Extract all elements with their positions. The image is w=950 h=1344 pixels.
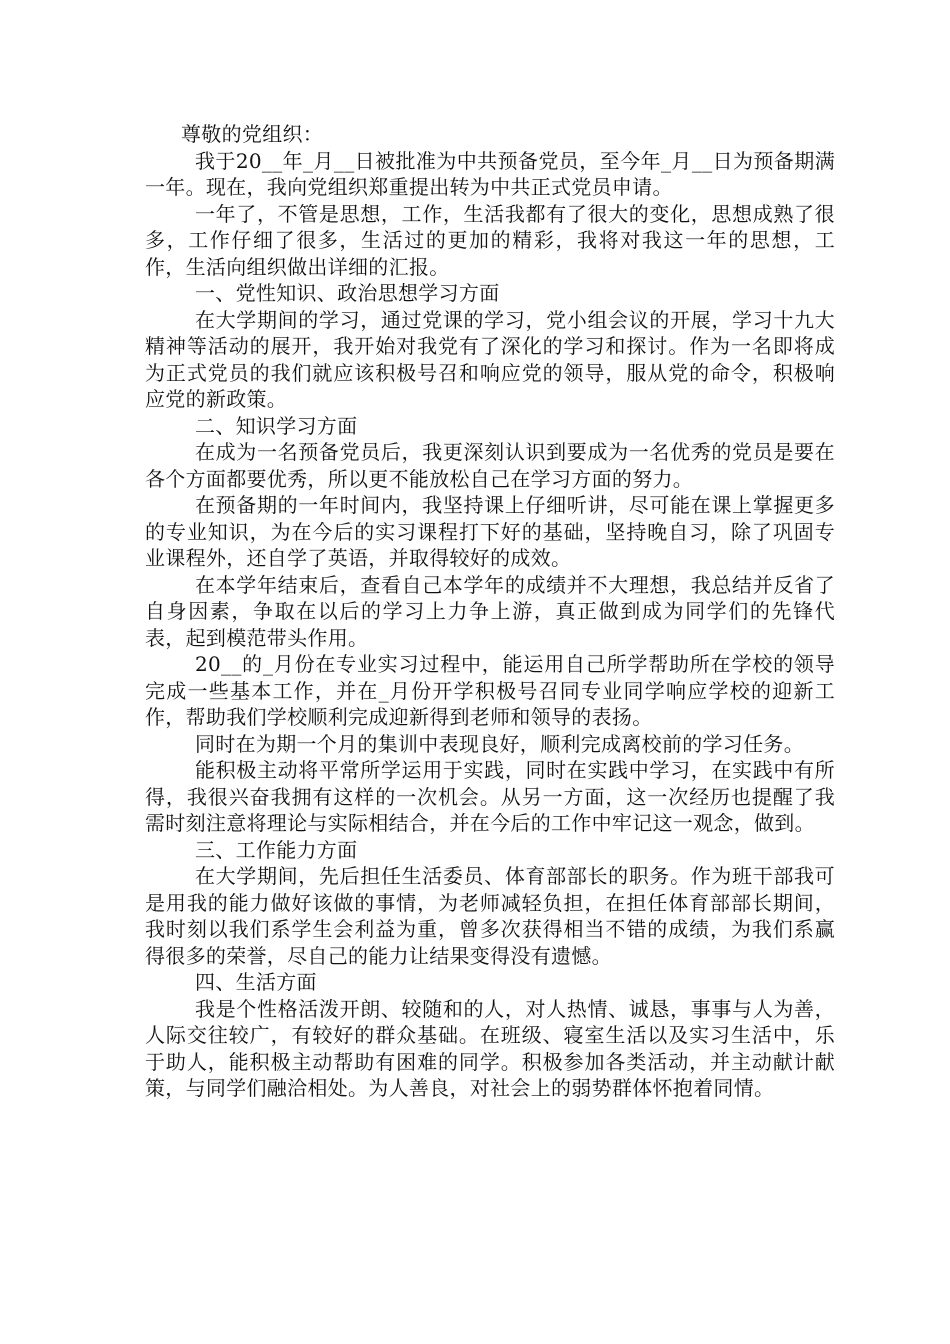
paragraph-8: 同时在为期一个月的集训中表现良好，顺利完成离校前的学习任务。 (195, 731, 804, 756)
salutation: 尊敬的党组织： (181, 122, 324, 146)
paragraph-5: 在预备期的一年时间内，我坚持课上仔细听讲，尽可能在课上掌握更多的专业知识，为在今后的实习课程打下好的基础，坚持晚自习，除了巩固专业课程外，还自学了英语，并取得较好的成效。 (145, 493, 835, 570)
paragraph-7: 20__的_月份在专业实习过程中，能运用自己所学帮助所在学校的领导完成一些基本工作，并在_月份开学积极号召同专业同学响应学校的迎新工作，帮助我们学校顺利完成迎新得到老师和领导的表扬。 (145, 652, 835, 729)
section-heading-2: 二、知识学习方面 (195, 413, 358, 438)
paragraph-2: 一年了，不管是思想，工作，生活我都有了很大的变化，思想成熟了很多，工作仔细了很多，生活过的更加的精彩，我将对我这一年的思想，工作，生活向组织做出详细的汇报。 (145, 201, 835, 279)
section-heading-1: 一、党性知识、政治思想学习方面 (195, 281, 500, 305)
section-heading-4: 四、生活方面 (195, 970, 317, 994)
paragraph-6: 在本学年结束后，查看自己本学年的成绩并不大理想，我总结并反省了自身因素，争取在以后的学习上力争上游，真正做到成为同学们的先锋代表，起到模范带头作用。 (145, 572, 835, 650)
paragraph-11: 我是个性格活泼开朗、较随和的人，对人热情、诚恳，事事与人为善，人际交往较广，有较好的群众基础。在班级、寝室生活以及实习生活中，乐于助人，能积极主动帮助有困难的同学。积极参加各类活动，并主动献计献策，与同学们融洽相处。为人善良，对社会上的弱势群体怀抱着同情。 (145, 996, 835, 1100)
section-heading-3: 三、工作能力方面 (195, 837, 358, 862)
paragraph-10: 在大学期间，先后担任生活委员、体育部部长的职务。作为班干部我可是用我的能力做好该做的事情，为老师减轻负担，在担任体育部部长期间，我时刻以我们系学生会利益为重，曾多次获得相当不错的成绩，为我们系赢得很多的荣誉，尽自己的能力让结果变得没有遗憾。 (145, 864, 835, 968)
document-page (145, 121, 835, 1102)
paragraph-9: 能积极主动将平常所学运用于实践，同时在实践中学习，在实践中有所得，我很兴奋我拥有这样的一次机会。从另一方面，这一次经历也提醒了我需时刻注意将理论与实际相结合，并在今后的工作中牢记这一观念，做到。 (145, 758, 835, 835)
paragraph-3: 在大学期间的学习，通过党课的学习，党小组会议的开展，学习十九大精神等活动的展开，我开始对我党有了深化的学习和探讨。作为一名即将成为正式党员的我们就应该积极号召和响应党的领导，服从党的命令，积极响应党的新政策。 (145, 307, 835, 411)
paragraph-4: 在成为一名预备党员后，我更深刻认识到要成为一名优秀的党员是要在各个方面都要优秀，所以更不能放松自己在学习方面的努力。 (145, 440, 835, 491)
paragraph-1: 我于20__年_月__日被批准为中共预备党员，至今年_月__日为预备期满一年。现在，我向党组织郑重提出转为中共正式党员申请。 (145, 148, 835, 199)
